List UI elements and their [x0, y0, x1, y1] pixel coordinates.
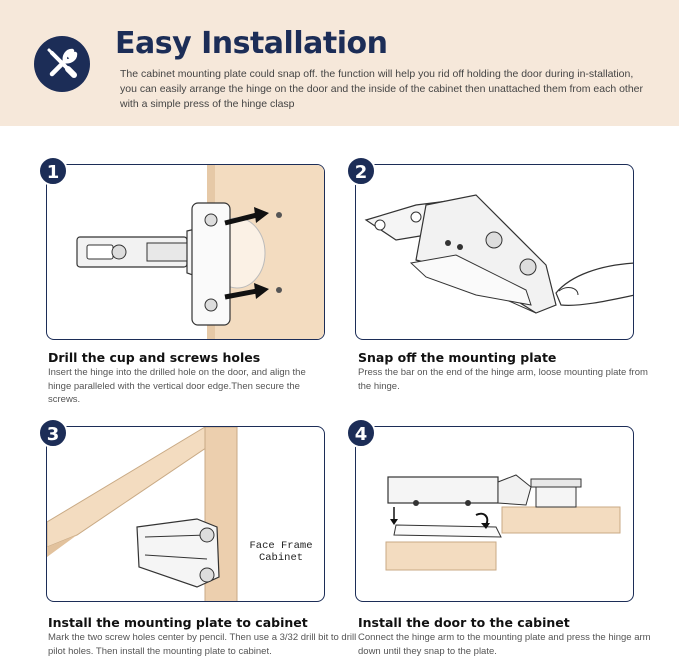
step-1-badge: 1 [38, 156, 68, 186]
page-title: Easy Installation [115, 26, 388, 61]
step-4-title: Install the door to the cabinet [358, 615, 570, 630]
header-banner [0, 0, 679, 126]
step-3-title: Install the mounting plate to cabinet [48, 615, 308, 630]
step-2-badge: 2 [346, 156, 376, 186]
step-3-badge: 3 [38, 418, 68, 448]
tools-icon [34, 36, 90, 92]
step-4-badge: 4 [346, 418, 376, 448]
step-4-illustration [355, 426, 634, 602]
step-1-description: Insert the hinge into the drilled hole on the door, and align the hinge paralleled with the vertical door edge.Then secure the screws. [48, 367, 306, 405]
step-2-illustration [355, 164, 634, 340]
step-2-description: Press the bar on the end of the hinge arm, loose mounting plate from the hinge. [358, 367, 648, 392]
step-3-illustration [46, 426, 325, 602]
header-description: The cabinet mounting plate could snap off. the function will help you rid off holding the door during in-stallation, you can easily arrange the hinge on the door and the inside of the cabinet then unattached them from each other with a simple press of the hinge clasp [120, 68, 644, 110]
step-3-description: Mark the two screw holes center by pencil. Then use a 3/32 drill bit to drill pilot holes. Then install the mounting plate to cabinet. [48, 632, 357, 657]
step-4-description: Connect the hinge arm to the mounting plate and press the hinge arm down until they snap to the plate. [358, 632, 651, 657]
step-1-illustration [46, 164, 325, 340]
step-2-title: Snap off the mounting plate [358, 350, 557, 365]
face-frame-cabinet-label: Face Frame Cabinet [249, 540, 313, 564]
step-1-title: Drill the cup and screws holes [48, 350, 261, 365]
